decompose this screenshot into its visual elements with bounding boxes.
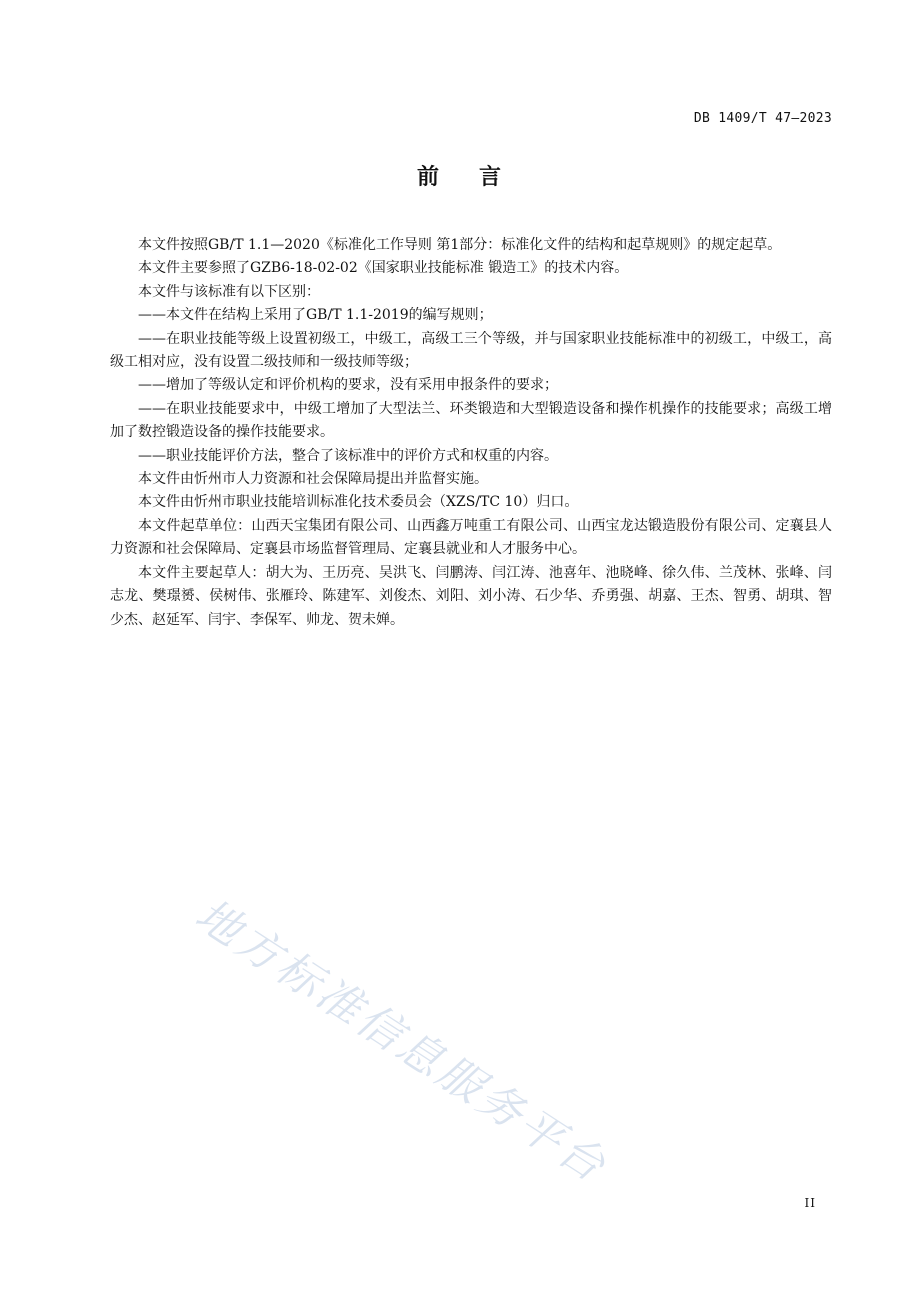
paragraph: ——本文件在结构上采用了GB/T 1.1-2019的编写规则； — [138, 307, 493, 324]
paragraph: 本文件由忻州市人力资源和社会保障局提出并监督实施。 — [138, 471, 488, 488]
preface-body — [110, 234, 832, 632]
watermark: 地方标准信息服务平台 — [186, 889, 617, 1194]
paragraph: 本文件主要起草人：胡大为、王历亮、吴洪飞、闫鹏涛、闫江涛、池喜年、池晓峰、徐久伟、兰茂林、张峰、闫志龙、樊璟赟、侯树伟、张雁玲、陈建军、刘俊杰、刘阳、刘小涛、石少华、乔勇强、胡嘉、王杰、智勇、胡琪、智少杰、赵延军、闫宇、李保军、帅龙、贺未婵。 — [110, 564, 832, 628]
paragraph: 本文件与该标准有以下区别： — [138, 283, 320, 300]
paragraph: 本文件按照GB/T 1.1—2020《标准化工作导则 第1部分：标准化文件的结构和起草规则》的规定起草。 — [138, 237, 782, 253]
paragraph: ——在职业技能要求中，中级工增加了大型法兰、环类锻造和大型锻造设备和操作机操作的技能要求；高级工增加了数控锻造设备的操作技能要求。 — [110, 400, 832, 441]
document-code: DB 1409/T 47—2023 — [693, 111, 832, 126]
page-number: II — [804, 1196, 816, 1210]
paragraph: 本文件主要参照了GZB6-18-02-02《国家职业技能标准 锻造工》的技术内容。 — [138, 260, 629, 277]
title-char-1: 前 — [416, 165, 441, 190]
paragraph: 本文件起草单位：山西天宝集团有限公司、山西鑫万吨重工有限公司、山西宝龙达锻造股份有限公司、定襄县人力资源和社会保障局、定襄县市场监督管理局、定襄县就业和人才服务中心。 — [110, 517, 832, 558]
paragraph: 本文件由忻州市职业技能培训标准化技术委员会（XZS/TC 10）归口。 — [138, 494, 579, 511]
page-title — [0, 160, 920, 191]
title-char-2: 言 — [479, 165, 504, 190]
paragraph: ——在职业技能等级上设置初级工，中级工，高级工三个等级，并与国家职业技能标准中的初级工，中级工，高级工相对应，没有设置二级技师和一级技师等级； — [110, 330, 832, 371]
paragraph: ——职业技能评价方法，整合了该标准中的评价方式和权重的内容。 — [138, 447, 558, 464]
paragraph: ——增加了等级认定和评价机构的要求，没有采用申报条件的要求； — [138, 377, 558, 394]
